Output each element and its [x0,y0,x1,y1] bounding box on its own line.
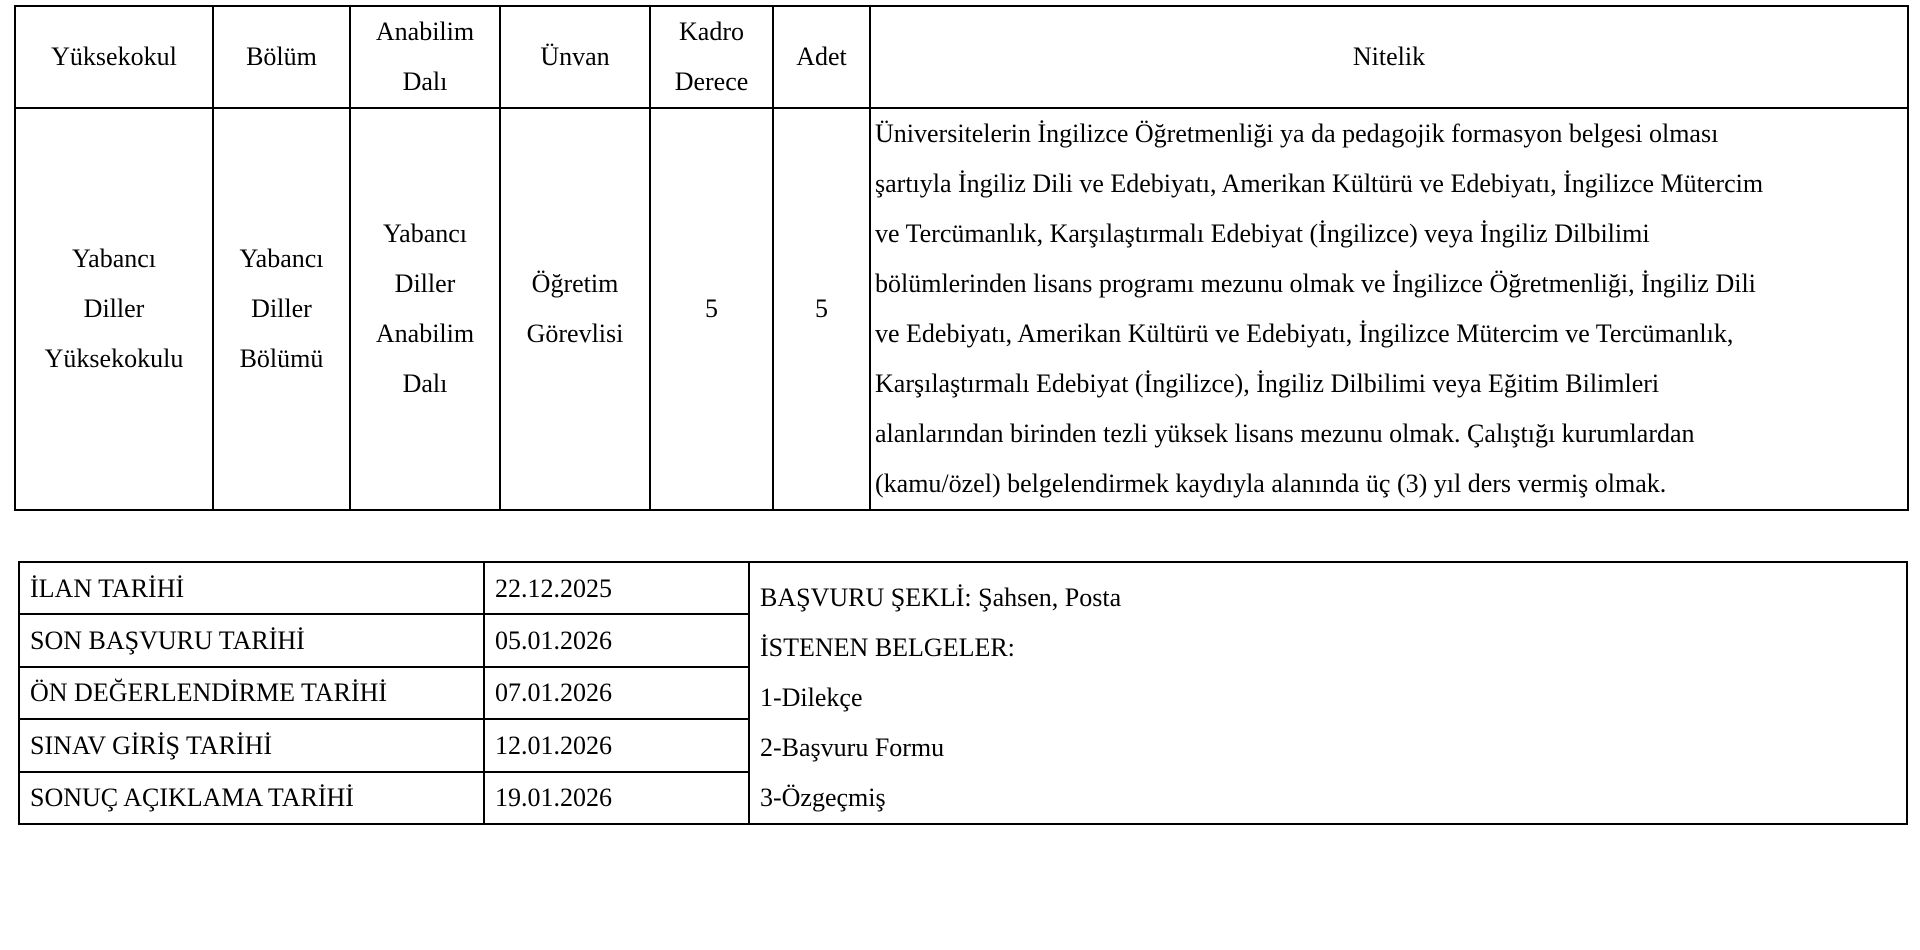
schedule-date: 12.01.2026 [484,719,749,771]
schedule-date: 22.12.2025 [484,562,749,614]
cell-title: Öğretim Görevlisi [500,108,650,510]
schedule-label: SON BAŞVURU TARİHİ [19,614,484,666]
schedule-table [18,561,1908,825]
document-item: 1-Dilekçe [760,683,863,712]
qualification-line: bölümlerinden lisans programı mezunu olmak ve İngilizce Öğretmenliği, İngiliz Dili [875,269,1756,298]
schedule-label: SONUÇ AÇIKLAMA TARİHİ [19,772,484,824]
header-school: Yüksekokul [15,6,213,108]
qualification-line: Karşılaştırmalı Edebiyat (İngilizce), İngiliz Dilbilimi veya Eğitim Bilimleri [875,369,1660,398]
header-title: Ünvan [500,6,650,108]
qualification-line: şartıyla İngiliz Dili ve Edebiyatı, Amerikan Kültürü ve Edebiyatı, İngilizce Mütercim [875,169,1764,198]
header-count: Adet [773,6,870,108]
qualification-line: (kamu/özel) belgelendirmek kaydıyla alanında üç (3) yıl ders vermiş olmak. [875,469,1667,498]
document-item: 3-Özgeçmiş [760,783,886,812]
header-department: Bölüm [213,6,350,108]
application-method: BAŞVURU ŞEKLİ: Şahsen, Posta [760,583,1122,612]
header-division: Anabilim Dalı [350,6,500,108]
cell-department: Yabancı Diller Bölümü [213,108,350,510]
application-info [749,562,1907,824]
schedule-row [19,562,1907,614]
cell-division: Yabancı Diller Anabilim Dalı [350,108,500,510]
position-header-row [15,6,1908,108]
cell-grade: 5 [650,108,773,510]
schedule-label: ÖN DEĞERLENDİRME TARİHİ [19,667,484,719]
schedule-date: 07.01.2026 [484,667,749,719]
schedule-date: 19.01.2026 [484,772,749,824]
position-table [14,5,1909,511]
header-qualification: Nitelik [870,6,1908,108]
qualification-line: ve Edebiyatı, Amerikan Kültürü ve Edebiyatı, İngilizce Mütercim ve Tercümanlık, [875,319,1734,348]
schedule-label: SINAV GİRİŞ TARİHİ [19,719,484,771]
schedule-label: İLAN TARİHİ [19,562,484,614]
cell-school: Yabancı Diller Yüksekokulu [15,108,213,510]
position-row [15,108,1908,510]
header-grade: Kadro Derece [650,6,773,108]
cell-qualification [870,108,1908,510]
qualification-line: Üniversitelerin İngilizce Öğretmenliği ya da pedagojik formasyon belgesi olması [875,119,1719,148]
documents-heading: İSTENEN BELGELER: [760,633,1015,662]
document-item: 2-Başvuru Formu [760,733,945,762]
schedule-date: 05.01.2026 [484,614,749,666]
cell-count: 5 [773,108,870,510]
qualification-line: alanlarından birinden tezli yüksek lisans mezunu olmak. Çalıştığı kurumlardan [875,419,1695,448]
qualification-line: ve Tercümanlık, Karşılaştırmalı Edebiyat (İngilizce) veya İngiliz Dilbilimi [875,219,1650,248]
